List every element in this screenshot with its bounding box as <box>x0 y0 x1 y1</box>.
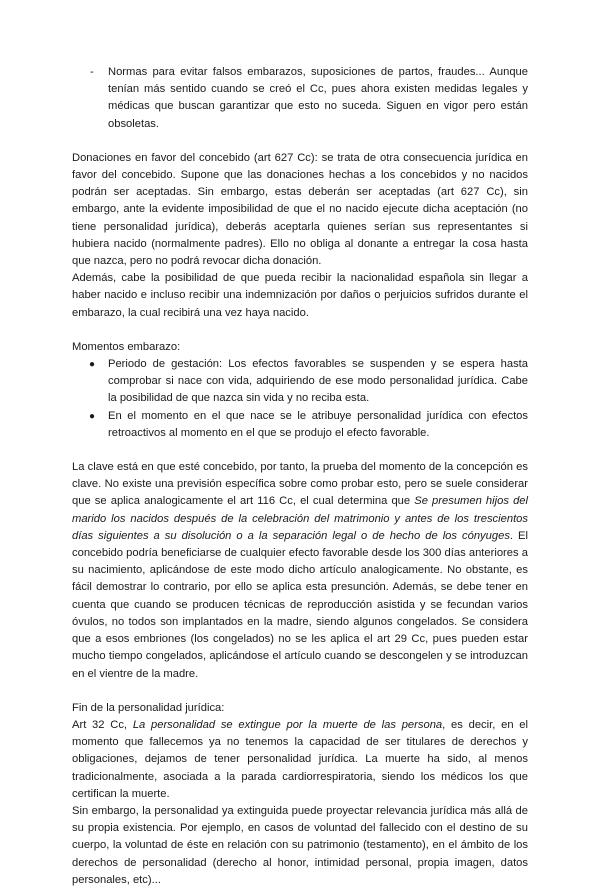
clave-paragraph <box>72 459 528 683</box>
art-32-paragraph <box>72 717 528 803</box>
art-32-quote: La personalidad se extingue por la muerte de las persona <box>132 718 443 731</box>
dash-marker: - <box>90 66 94 78</box>
relevancia-paragraph: Sin embargo, la personalidad ya extinguida puede proyectar relevancia jurídica más allá de su propia existencia. Por ejemplo, en casos de voluntad del fallecido con el destino de su cuerpo, la voluntad de éste en relación con su patrimonio (testamento), en el ámbito de los derechos de personalidad (derecho al honor, intimidad personal, propia imagen, datos personales, etc)... <box>72 804 528 886</box>
dash-item-text: Normas para evitar falsos embarazos, suposiciones de partos, fraudes... Aunque tenían más sentido cuando se creó el Cc, pues ahora existen medidas legales y médicas que buscan garantizar que esto no suceda. Siguen en vigor pero están obsoletas. <box>108 66 528 130</box>
list-item <box>72 356 528 408</box>
donaciones-paragraph: Donaciones en favor del concebido (art 627 Cc): se trata de otra consecuencia jurídica en favor del concebido. Supone que las donaciones hechas a los concebidos y no nacidos podrán ser aceptadas. Sin embargo, estas deberán ser aceptadas (art 627 Cc), sin embargo, ante la evidente imposibilidad de que el no nacido ejecute dicha aceptación (no tiene personalidad jurídica), deberás aceptarla quienes serían sus representantes si hubiera nacido (normalmente padres). Ello no obliga al donante a entregar la cosa hasta que nazca, pero no podrá revocar dicha donación. <box>72 151 528 268</box>
document-body <box>72 64 528 889</box>
art-32-text: , es decir, en el momento que fallecemos ya no tenemos la capacidad de ser titulares de derechos y obligaciones, dejamos de tener personalidad jurídica. La muerte ha sido, al menos tradicionalmente, asociada a la parada cardiorrespiratoria, siendo los médicos los que certifican la muerte. <box>72 718 529 800</box>
art-32-label: Art 32 Cc, <box>72 718 133 731</box>
dash-list-item <box>72 64 528 133</box>
list-item-text: Periodo de gestación: Los efectos favorables se suspenden y se espera hasta comprobar si nace con vida, adquiriendo de ese modo personalidad jurídica. Cabe la posibilidad de que nazca sin vida y no reciba esta. <box>108 358 528 405</box>
clave-text-end: . El concebido podría beneficiarse de cualquier efecto favorable desde los 300 días anteriores a su nacimiento, aplicándose de este modo dicho artículo analogicamente. No obstante, es fácil demostrar lo contrario, por ello se aplica esta presunción. Además, se debe tener en cuenta que cuando se producen técnicas de reproducción asistida y se fecundan varios óvulos, no todos son implantados en la madre, siendo algunos congelados. Se considera que a esos embriones (los congelados) no se les aplica el art 29 Cc, pues pueden estar mucho tiempo congelados, aplicándose el artículo cuando se descongelen y se introduzcan en el vientre de la madre. <box>72 529 528 680</box>
list-item <box>72 408 528 442</box>
list-item-text: En el momento en el que nace se le atribuye personalidad jurídica con efectos retroactivos al momento en el que se produjo el efecto favorable. <box>108 409 528 439</box>
momentos-heading: Momentos embarazo: <box>72 340 181 353</box>
fin-heading: Fin de la personalidad jurídica: <box>72 701 225 714</box>
bullet-marker: ● <box>89 410 96 422</box>
clave-text-start: La clave está en que esté concebido, por tanto, la prueba del momento de la concepción es clave. No existe una previsión específica sobre como probar esto, pero se suele considerar que se aplica analogicamente el art 116 Cc, el cual determina que <box>72 461 528 508</box>
art-116-quote: Se presumen hijos del marido los nacidos después de la celebración del matrimonio y antes de los trescientos días siguientes a su disolución o a la separación legal o de hecho de los cónyuges <box>72 495 528 542</box>
bullet-marker: ● <box>89 359 96 371</box>
nacionalidad-paragraph: Además, cabe la posibilidad de que pueda recibir la nacionalidad española sin llegar a haber nacido e incluso recibir una indemnización por daños o perjuicios sufridos durante el embarazo, la cual recibirá una vez haya nacido. <box>72 272 528 319</box>
momentos-list <box>72 356 528 442</box>
